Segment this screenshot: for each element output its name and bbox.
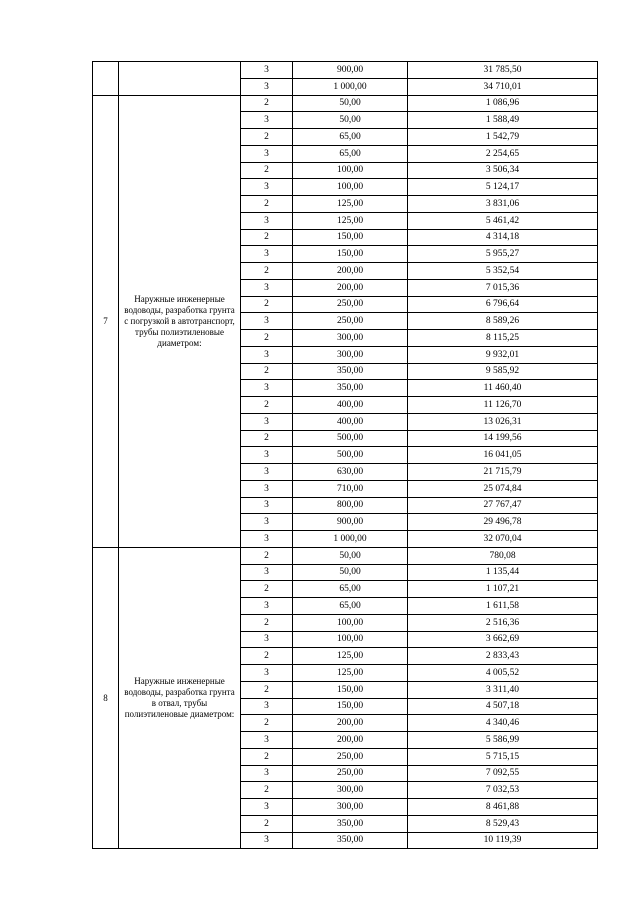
category-cell: 3 — [241, 665, 293, 682]
diameter-cell: 400,00 — [293, 397, 408, 414]
diameter-cell: 100,00 — [293, 631, 408, 648]
category-cell: 3 — [241, 112, 293, 129]
price-cell: 31 785,50 — [408, 62, 598, 79]
price-cell: 3 662,69 — [408, 631, 598, 648]
price-cell: 4 507,18 — [408, 698, 598, 715]
price-cell: 7 092,55 — [408, 765, 598, 782]
price-cell: 1 542,79 — [408, 129, 598, 146]
table-row — [93, 95, 598, 112]
category-cell: 2 — [241, 614, 293, 631]
price-cell: 5 461,42 — [408, 212, 598, 229]
category-cell: 2 — [241, 715, 293, 732]
category-cell: 3 — [241, 514, 293, 531]
price-cell: 8 115,25 — [408, 330, 598, 347]
price-cell: 5 955,27 — [408, 246, 598, 263]
diameter-cell: 710,00 — [293, 480, 408, 497]
diameter-cell: 900,00 — [293, 514, 408, 531]
diameter-cell: 150,00 — [293, 698, 408, 715]
diameter-cell: 100,00 — [293, 162, 408, 179]
price-cell: 2 833,43 — [408, 648, 598, 665]
price-cell: 9 932,01 — [408, 346, 598, 363]
price-cell: 32 070,04 — [408, 531, 598, 548]
category-cell: 2 — [241, 129, 293, 146]
item-description — [119, 62, 241, 96]
category-cell: 3 — [241, 531, 293, 548]
price-cell: 2 254,65 — [408, 145, 598, 162]
price-cell: 25 074,84 — [408, 480, 598, 497]
price-cell: 16 041,05 — [408, 447, 598, 464]
diameter-cell: 900,00 — [293, 62, 408, 79]
category-cell: 3 — [241, 145, 293, 162]
category-cell: 3 — [241, 78, 293, 95]
diameter-cell: 100,00 — [293, 614, 408, 631]
price-cell: 1 135,44 — [408, 564, 598, 581]
category-cell: 3 — [241, 413, 293, 430]
category-cell: 3 — [241, 62, 293, 79]
price-cell: 1 611,58 — [408, 598, 598, 615]
price-cell: 21 715,79 — [408, 464, 598, 481]
category-cell: 2 — [241, 330, 293, 347]
diameter-cell: 630,00 — [293, 464, 408, 481]
diameter-cell: 250,00 — [293, 748, 408, 765]
category-cell: 2 — [241, 95, 293, 112]
diameter-cell: 200,00 — [293, 715, 408, 732]
diameter-cell: 350,00 — [293, 363, 408, 380]
category-cell: 2 — [241, 648, 293, 665]
diameter-cell: 200,00 — [293, 732, 408, 749]
diameter-cell: 150,00 — [293, 681, 408, 698]
price-cell: 7 032,53 — [408, 782, 598, 799]
category-cell: 2 — [241, 430, 293, 447]
category-cell: 2 — [241, 296, 293, 313]
category-cell: 3 — [241, 732, 293, 749]
category-cell: 3 — [241, 598, 293, 615]
price-cell: 4 314,18 — [408, 229, 598, 246]
category-cell: 2 — [241, 681, 293, 698]
price-cell: 10 119,39 — [408, 832, 598, 849]
price-cell: 11 126,70 — [408, 397, 598, 414]
price-cell: 1 107,21 — [408, 581, 598, 598]
price-table — [92, 61, 598, 849]
price-cell: 14 199,56 — [408, 430, 598, 447]
category-cell: 3 — [241, 832, 293, 849]
diameter-cell: 250,00 — [293, 296, 408, 313]
diameter-cell: 300,00 — [293, 782, 408, 799]
category-cell: 3 — [241, 179, 293, 196]
category-cell: 3 — [241, 464, 293, 481]
diameter-cell: 65,00 — [293, 129, 408, 146]
category-cell: 3 — [241, 631, 293, 648]
price-table-body — [93, 62, 598, 849]
diameter-cell: 150,00 — [293, 246, 408, 263]
diameter-cell: 300,00 — [293, 799, 408, 816]
category-cell: 2 — [241, 162, 293, 179]
diameter-cell: 500,00 — [293, 430, 408, 447]
price-cell: 1 588,49 — [408, 112, 598, 129]
category-cell: 3 — [241, 212, 293, 229]
category-cell: 3 — [241, 447, 293, 464]
category-cell: 3 — [241, 497, 293, 514]
diameter-cell: 125,00 — [293, 648, 408, 665]
diameter-cell: 300,00 — [293, 346, 408, 363]
diameter-cell: 350,00 — [293, 380, 408, 397]
price-cell: 4 340,46 — [408, 715, 598, 732]
price-cell: 8 589,26 — [408, 313, 598, 330]
price-cell: 780,08 — [408, 547, 598, 564]
diameter-cell: 250,00 — [293, 313, 408, 330]
table-row — [93, 62, 598, 79]
price-cell: 6 796,64 — [408, 296, 598, 313]
diameter-cell: 125,00 — [293, 196, 408, 213]
category-cell: 2 — [241, 547, 293, 564]
diameter-cell: 125,00 — [293, 212, 408, 229]
diameter-cell: 125,00 — [293, 665, 408, 682]
diameter-cell: 50,00 — [293, 112, 408, 129]
item-number: 8 — [93, 547, 119, 849]
price-cell: 8 529,43 — [408, 815, 598, 832]
price-cell: 4 005,52 — [408, 665, 598, 682]
diameter-cell: 800,00 — [293, 497, 408, 514]
item-description: Наружные инженерные водоводы, разработка грунта с погрузкой в автотранспорт, трубы полиэтиленовые диаметром: — [119, 95, 241, 547]
category-cell: 2 — [241, 581, 293, 598]
price-cell: 3 506,34 — [408, 162, 598, 179]
diameter-cell: 65,00 — [293, 145, 408, 162]
category-cell: 2 — [241, 748, 293, 765]
price-cell: 9 585,92 — [408, 363, 598, 380]
table-row — [93, 547, 598, 564]
category-cell: 2 — [241, 229, 293, 246]
category-cell: 3 — [241, 380, 293, 397]
category-cell: 3 — [241, 480, 293, 497]
price-cell: 27 767,47 — [408, 497, 598, 514]
item-number: 7 — [93, 95, 119, 547]
price-cell: 5 124,17 — [408, 179, 598, 196]
price-cell: 3 831,06 — [408, 196, 598, 213]
diameter-cell: 150,00 — [293, 229, 408, 246]
diameter-cell: 1 000,00 — [293, 531, 408, 548]
category-cell: 3 — [241, 765, 293, 782]
price-cell: 5 586,99 — [408, 732, 598, 749]
diameter-cell: 100,00 — [293, 179, 408, 196]
category-cell: 3 — [241, 279, 293, 296]
diameter-cell: 65,00 — [293, 598, 408, 615]
item-number — [93, 62, 119, 96]
item-description: Наружные инженерные водоводы, разработка грунта в отвал, трубы полиэтиленовые диаметром: — [119, 547, 241, 849]
price-cell: 5 352,54 — [408, 263, 598, 280]
diameter-cell: 50,00 — [293, 95, 408, 112]
diameter-cell: 200,00 — [293, 263, 408, 280]
category-cell: 3 — [241, 698, 293, 715]
price-cell: 3 311,40 — [408, 681, 598, 698]
category-cell: 3 — [241, 246, 293, 263]
diameter-cell: 300,00 — [293, 330, 408, 347]
diameter-cell: 400,00 — [293, 413, 408, 430]
category-cell: 3 — [241, 564, 293, 581]
category-cell: 2 — [241, 196, 293, 213]
category-cell: 3 — [241, 799, 293, 816]
diameter-cell: 200,00 — [293, 279, 408, 296]
diameter-cell: 50,00 — [293, 564, 408, 581]
price-cell: 2 516,36 — [408, 614, 598, 631]
price-cell: 5 715,15 — [408, 748, 598, 765]
price-cell: 8 461,88 — [408, 799, 598, 816]
diameter-cell: 50,00 — [293, 547, 408, 564]
price-cell: 34 710,01 — [408, 78, 598, 95]
price-cell: 29 496,78 — [408, 514, 598, 531]
price-cell: 1 086,96 — [408, 95, 598, 112]
price-cell: 11 460,40 — [408, 380, 598, 397]
category-cell: 2 — [241, 363, 293, 380]
diameter-cell: 350,00 — [293, 832, 408, 849]
diameter-cell: 1 000,00 — [293, 78, 408, 95]
category-cell: 2 — [241, 397, 293, 414]
category-cell: 2 — [241, 815, 293, 832]
category-cell: 3 — [241, 346, 293, 363]
category-cell: 3 — [241, 313, 293, 330]
category-cell: 2 — [241, 263, 293, 280]
diameter-cell: 65,00 — [293, 581, 408, 598]
diameter-cell: 350,00 — [293, 815, 408, 832]
price-cell: 13 026,31 — [408, 413, 598, 430]
diameter-cell: 500,00 — [293, 447, 408, 464]
category-cell: 2 — [241, 782, 293, 799]
price-cell: 7 015,36 — [408, 279, 598, 296]
diameter-cell: 250,00 — [293, 765, 408, 782]
